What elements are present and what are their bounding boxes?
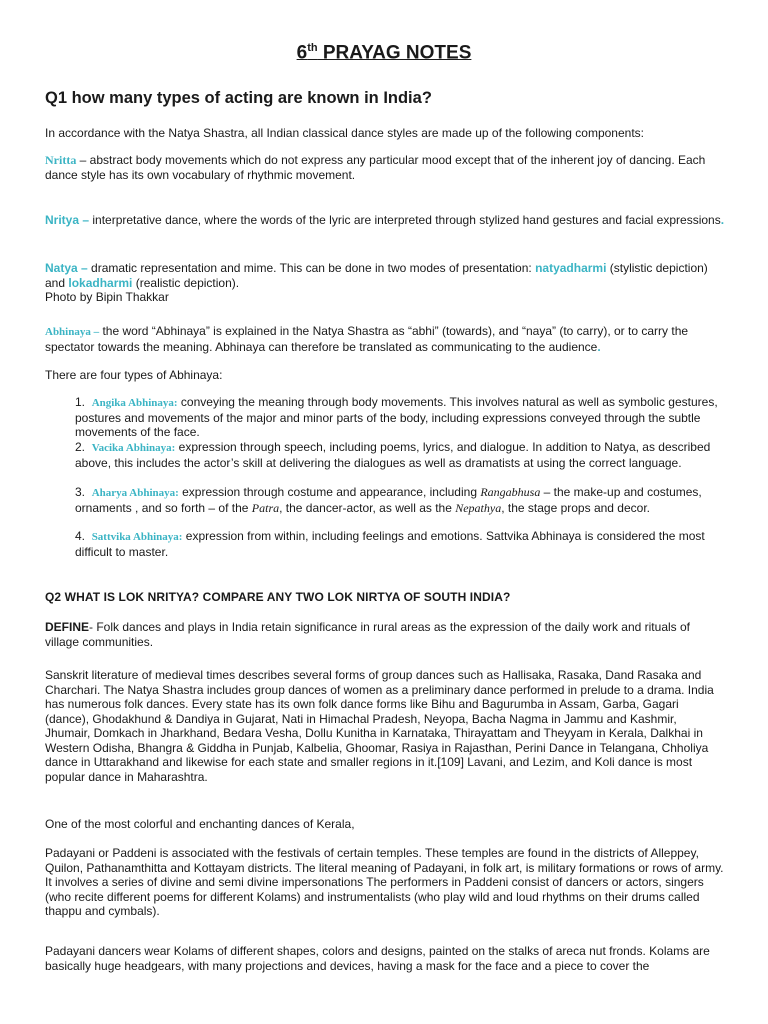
abhinaya-term: Abhinaya – xyxy=(45,326,100,338)
abhinaya-type-item: 3. Aharya Abhinaya: expression through costume and appearance, including Rangabhusa – the make-up and costumes, ornaments , and so forth – of the Patra, the dancer-actor, as well as the Nepathya, the stage props and decor. xyxy=(75,485,702,515)
abhinaya-type-item: 2. Vacika Abhinaya: expression through speech, including poems, lyrics, and dialogue. In addition to Natya, as described above, this includes the actor’s skill at delivering the dialogues as well as dramatists at using the correct language. xyxy=(75,440,711,470)
kerala-intro-paragraph: One of the most colorful and enchanting dances of Kerala, xyxy=(45,817,355,831)
sattvika-term: Sattvika Abhinaya: xyxy=(91,531,183,543)
vacika-term: Vacika Abhinaya: xyxy=(91,442,176,454)
natyadharmi-term: natyadharmi xyxy=(535,261,607,275)
padayani-kolams-paragraph: Padayani dancers wear Kolams of different shapes, colors and designs, painted on the stalks of areca nut fronds. Kolams are basically huge headgears, with many projections and devices, having a mask for the face and a piece to cover the xyxy=(45,944,710,973)
nritta-paragraph: Nritta – abstract body movements which do not express any particular mood except that of the inherent joy of dancing. Each dance style has its own vocabulary of rhythmic movement. xyxy=(45,153,706,182)
padayani-paragraph: Padayani or Paddeni is associated with the festivals of certain temples. These temples are found in the districts of Alleppey, Quilon, Pathanamthitta and Kottayam districts. The literal meaning of Padayani, in folk art, is military formations or rows of army. It involves a series of divine and semi divine impersonations The performers in Paddeni consist of dancers or actors, singers (who recite different poems for different Kolams) and instrumentalists (who play wild and loud rhythms on their drums called thappu and cymbals). xyxy=(45,846,724,918)
abhinaya-paragraph: Abhinaya – the word “Abhinaya” is explained in the Natya Shastra as “abhi” (towards), and “naya” (to carry), or to carry the spectator towards the meaning. Abhinaya can therefore be translated as communicating to the audience. xyxy=(45,324,689,354)
intro-paragraph: In accordance with the Natya Shastra, all Indian classical dance styles are made up of the following components: xyxy=(45,126,644,140)
page-title: 6th PRAYAG NOTES xyxy=(296,42,472,64)
define-paragraph: DEFINE- Folk dances and plays in India retain significance in rural areas as the expression of the daily work and rituals of village communities. xyxy=(45,620,690,649)
abhinaya-type-item: 1. Angika Abhinaya: conveying the meaning through body movements. This involves natural as well as symbolic gestures, postures and movements of the major and minor parts of the body, including expressions conveyed through the subtle movements of the face. xyxy=(75,395,718,439)
angika-term: Angika Abhinaya: xyxy=(91,397,178,409)
natya-paragraph: Natya – dramatic representation and mime. This can be done in two modes of presentation: natyadharmi (stylistic depiction) and lokadharmi (realistic depiction). Photo by Bipin Thakkar xyxy=(45,261,708,304)
nritya-paragraph: Nritya – interpretative dance, where the words of the lyric are interpreted through stylized hand gestures and facial expressions. xyxy=(45,213,725,227)
abhinaya-type-item: 4. Sattvika Abhinaya: expression from within, including feelings and emotions. Sattvika Abhinaya is considered the most difficult to master. xyxy=(75,529,705,559)
define-label: DEFINE xyxy=(45,620,90,634)
lokadharmi-term: lokadharmi xyxy=(68,275,133,290)
question-1-heading: Q1 how many types of acting are known in India? xyxy=(45,89,432,107)
nritya-term: Nritya – xyxy=(45,213,90,227)
title-superscript: th xyxy=(307,42,318,54)
question-2-heading: Q2 WHAT IS LOK NRITYA? COMPARE ANY TWO LOK NIRTYA OF SOUTH INDIA? xyxy=(45,590,511,604)
natya-term: Natya – xyxy=(45,261,88,275)
sanskrit-literature-paragraph: Sanskrit literature of medieval times describes several forms of group dances such as Hallisaka, Rasaka, Dand Rasaka and Charchari. The Natya Shastra includes group dances of women as a preliminary dance performed in prelude to a drama. India has numerous folk dances. Every state has its own folk dance forms like Bihu and Bagurumba in Assam, Garba, Gagari (dance), Ghodakhund & Dandiya in Gujarat, Nati in Himachal Pradesh, Neyopa, Bacha Nagma in Jammu and Kashmir, Jhumair, Domkach in Jharkhand, Bedara Vesha, Dollu Kunitha in Karnataka, Thirayattam and Theyyam in Kerala, Dalkhai in Western Odisha, Bhangra & Giddha in Punjab, Kalbelia, Ghoomar, Rasiya in Rajasthan, Perini Dance in Telangana, Chholiya dance in Uttarakhand and likewise for each state and smaller regions in it.[109] Lavani, and Lezim, and Koli dance is most popular dance in Maharashtra. xyxy=(45,668,714,784)
four-types-intro: There are four types of Abhinaya: xyxy=(45,368,223,382)
nritta-term: Nritta xyxy=(45,153,77,167)
photo-credit: Photo by Bipin Thakkar xyxy=(45,290,169,304)
aharya-term: Aharya Abhinaya: xyxy=(91,487,179,499)
